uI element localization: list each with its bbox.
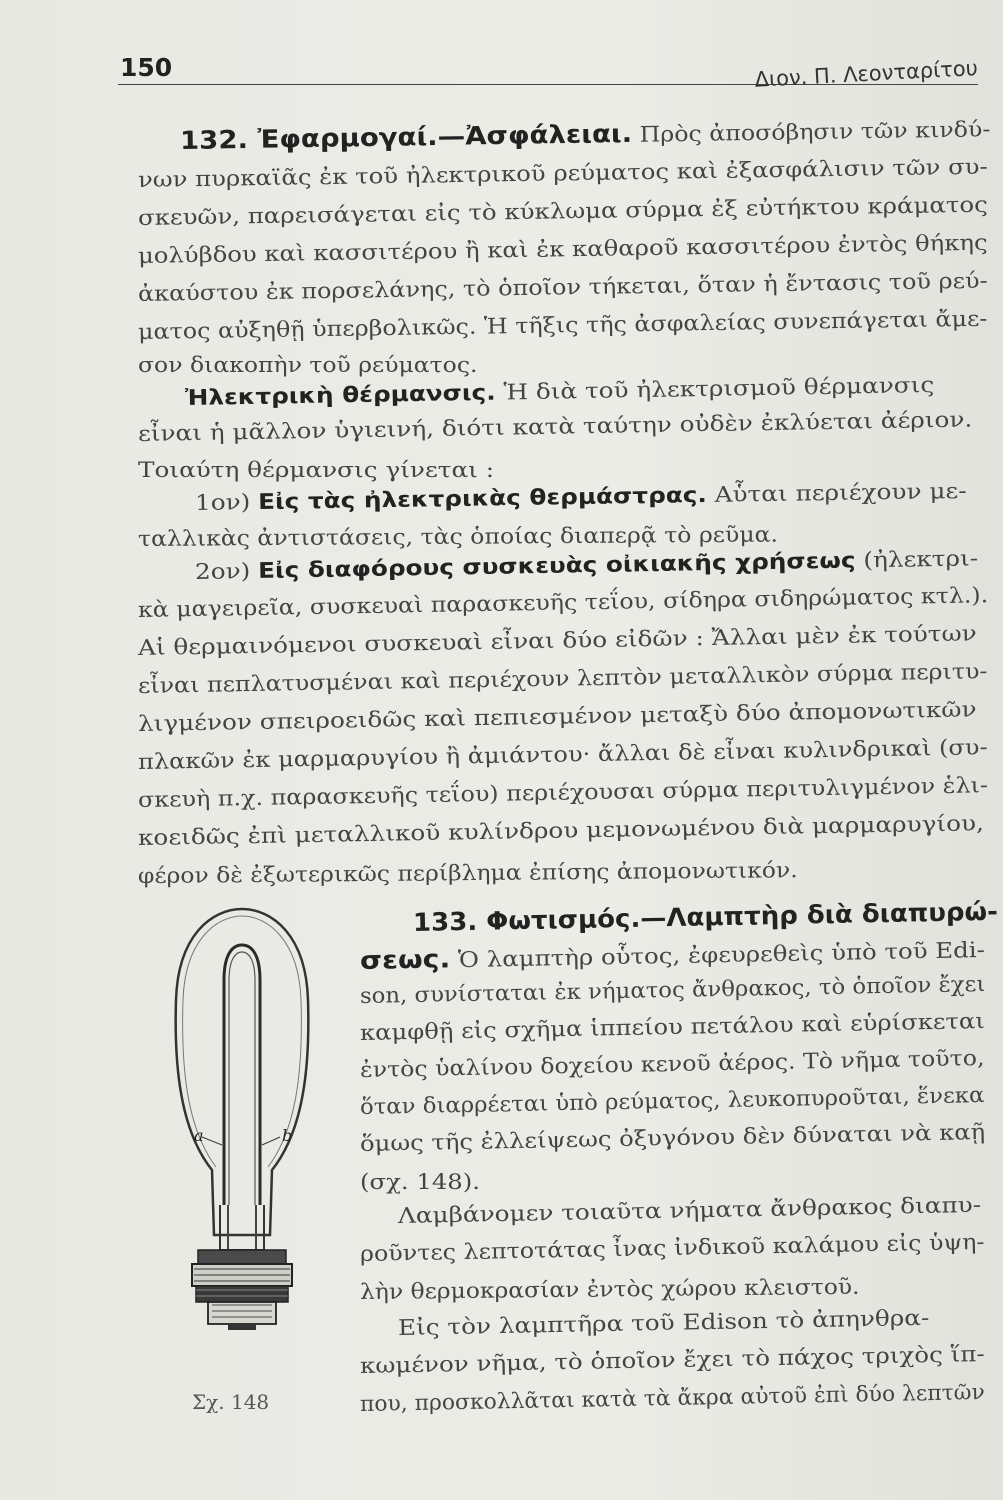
text-line xyxy=(138,737,988,773)
text-run: καμφθῇ εἰς σχῆμα ἱππείου πετάλου καὶ εὑρίσκεται xyxy=(359,1009,985,1046)
text-line xyxy=(397,1192,982,1229)
text-line xyxy=(397,1305,930,1341)
text-line xyxy=(137,306,988,345)
figure-label-b: b xyxy=(282,1126,293,1145)
text-line xyxy=(360,936,985,973)
text-line xyxy=(138,355,477,377)
text-run: ὅμως τῆς ἐλλείψεως ὀξυγόνου δὲν δύναται νὰ καῇ xyxy=(359,1119,986,1157)
text-line xyxy=(360,1382,985,1415)
text-run: ροῦντες λεπτοτάτας ἶνας ἰνδικοῦ καλάμου εἰς ὑψη- xyxy=(359,1230,985,1267)
text-run: κοειδῶς ἐπὶ μεταλλικοῦ κυλίνδρου μεμονωμένου διὰ μαρμαρυγίου, xyxy=(137,811,985,851)
edison-lamp-figure xyxy=(172,905,312,1345)
text-line xyxy=(138,460,494,482)
section-heading: 133. Φωτισμός.—Λαμπτὴρ διὰ διαπυρώ- xyxy=(412,896,999,937)
text-line xyxy=(138,585,989,621)
text-line xyxy=(195,548,978,583)
text-run: (σχ. 148). xyxy=(360,1170,481,1195)
text-line xyxy=(360,1232,985,1265)
text-line xyxy=(360,1011,985,1044)
text-run: Αὗται περιέχουν με- xyxy=(706,478,967,508)
text-run: λιγμένον σπειροειδῶς καὶ πεπιεσμένον μεταξὺ δύο ἀπομονωτικῶν xyxy=(137,697,977,737)
text-line xyxy=(359,971,986,1009)
text-line xyxy=(412,896,999,937)
running-head: Διον. Π. Λεονταρίτου xyxy=(753,56,978,92)
text-line xyxy=(184,372,935,411)
text-line xyxy=(138,661,988,697)
text-run: ἀκαύστου ἐκ πορσελάνης, τὸ ὁποῖον τήκεται, ὅταν ἡ ἔντασις τοῦ ρεύ- xyxy=(137,268,988,307)
text-line xyxy=(138,775,988,811)
figure-label-a: a xyxy=(194,1126,204,1145)
text-line xyxy=(138,699,977,735)
text-run: Ὁ λαμπτὴρ οὗτος, ἐφευρεθεὶς ὑπὸ τοῦ Edi- xyxy=(450,938,986,974)
text-run: πλακῶν ἐκ μαρμαρυγίου ἢ ἀμιάντου· ἄλλαι δὲ εἶναι κυλινδρικαὶ (συ- xyxy=(137,735,988,775)
text-line xyxy=(137,230,988,269)
text-line xyxy=(137,522,779,552)
figure-caption: Σχ. 148 xyxy=(192,1390,270,1414)
text-run: εἶναι πεπλατυσμέναι καὶ περιέχουν λεπτὸν μεταλλικὸν σύρμα περιτυ- xyxy=(137,659,988,699)
text-line xyxy=(138,813,984,849)
text-line xyxy=(194,478,967,516)
text-line xyxy=(359,1274,860,1305)
light-bulb-illustration xyxy=(172,905,312,1345)
text-line xyxy=(360,1048,985,1081)
section-heading: σεως. xyxy=(359,944,451,975)
text-run: son, συνίσταται ἐκ νήματος ἄνθρακος, τὸ ὁποῖον ἔχει xyxy=(359,971,986,1009)
text-run: εἶναι ἡ μᾶλλον ὑγιεινή, διότι κατὰ ταύτην οὐδὲν ἐκλύεται ἀέριον. xyxy=(137,407,973,447)
text-line xyxy=(180,115,991,153)
text-line xyxy=(137,268,988,307)
text-line xyxy=(138,623,977,659)
text-run: (ἠλεκτρι- xyxy=(855,546,979,574)
text-run: νων πυρκαϊᾶς ἐκ τοῦ ἠλεκτρικοῦ ρεύματος καὶ ἐξασφάλισιν τῶν συ- xyxy=(137,154,988,193)
text-line xyxy=(137,154,988,193)
text-run: λὴν θερμοκρασίαν ἐντὸς χώρου κλειστοῦ. xyxy=(359,1274,860,1305)
text-run: μολύβδου καὶ κασσιτέρου ἢ καὶ ἐκ καθαροῦ κασσιτέρου ἐντὸς θήκης xyxy=(137,230,988,269)
text-run: ὅταν διαρρέεται ὑπὸ ρεύματος, λευκοπυροῦται, ἕνεκα xyxy=(359,1083,985,1120)
text-line xyxy=(138,860,798,887)
text-line xyxy=(360,1344,985,1377)
text-run: φέρον δὲ ἐξωτερικῶς περίβλημα ἐπίσης ἀπομονωτικόν. xyxy=(137,858,798,889)
text-run: ταλλικὰς ἀντιστάσεις, τὰς ὁποίας διαπερᾷ τὸ ρεῦμα. xyxy=(137,522,779,552)
text-run: ματος αὐξηθῇ ὑπερβολικῶς. Ἡ τῆξις τῆς ἀσφαλείας συνεπάγεται ἄμε- xyxy=(137,306,988,345)
text-run: 2ον) xyxy=(194,558,259,585)
text-run: σον διακοπὴν τοῦ ρεύματος. xyxy=(138,353,478,378)
text-line xyxy=(359,1119,986,1157)
bold-term: Εἰς διαφόρους συσκευὰς οἰκιακῆς χρήσεως xyxy=(257,548,856,584)
page-number: 150 xyxy=(120,53,173,82)
text-run: Εἰς τὸν λαμπτῆρα τοῦ Edison τὸ ἀπηνθρα- xyxy=(397,1305,930,1341)
text-run: που, προσκολλᾶται κατὰ τὰ ἄκρα αὐτοῦ ἐπὶ δύο λεπτῶν xyxy=(359,1380,986,1417)
text-line xyxy=(360,1085,985,1118)
text-run: Ἡ διὰ τοῦ ἠλεκτρισμοῦ θέρμανσις xyxy=(495,372,935,406)
text-run: ἐντὸς ὑαλίνου δοχείου κενοῦ ἀέρος. Τὸ νῆμα τοῦτο, xyxy=(359,1046,985,1083)
text-run: κωμένον νῆμα, τὸ ὁποῖον ἔχει τὸ πάχος τριχὸς ἵπ- xyxy=(359,1342,985,1379)
text-run: κὰ μαγειρεῖα, συσκευαὶ παρασκευῆς τεΐου, σίδηρα σιδηρώματος κτλ.). xyxy=(137,583,989,623)
text-line xyxy=(138,409,973,445)
text-line xyxy=(137,192,988,231)
text-run: 1ον) xyxy=(194,490,259,516)
page-header xyxy=(118,40,978,92)
text-run: σκευὴ π.χ. παρασκευῆς τεΐου) περιέχουσαι σύρμα περιτυλιγμένον ἑλι- xyxy=(137,773,989,813)
text-run: Αἱ θερμαινόμενοι συσκευαὶ εἶναι δύο εἰδῶν : Ἄλλαι μὲν ἐκ τούτων xyxy=(137,621,977,661)
bold-term: Εἰς τὰς ἠλεκτρικὰς θερμάστρας. xyxy=(257,482,708,516)
text-run: Πρὸς ἀποσόβησιν τῶν κινδύ- xyxy=(631,117,991,148)
bold-term: Ἠλεκτρικὴ θέρμανσις. xyxy=(184,380,496,411)
text-line xyxy=(360,1172,480,1194)
section-heading: 132. Ἐφαρμογαί.—Ἀσφάλειαι. xyxy=(179,118,633,155)
text-run: Τοιαύτη θέρμανσις γίνεται : xyxy=(138,458,495,483)
text-run: σκευῶν, παρεισάγεται εἰς τὸ κύκλωμα σύρμα ἐξ εὐτήκτου κράματος xyxy=(137,192,988,231)
text-run: Λαμβάνομεν τοιαῦτα νήματα ἄνθρακος διαπυ- xyxy=(397,1192,982,1229)
